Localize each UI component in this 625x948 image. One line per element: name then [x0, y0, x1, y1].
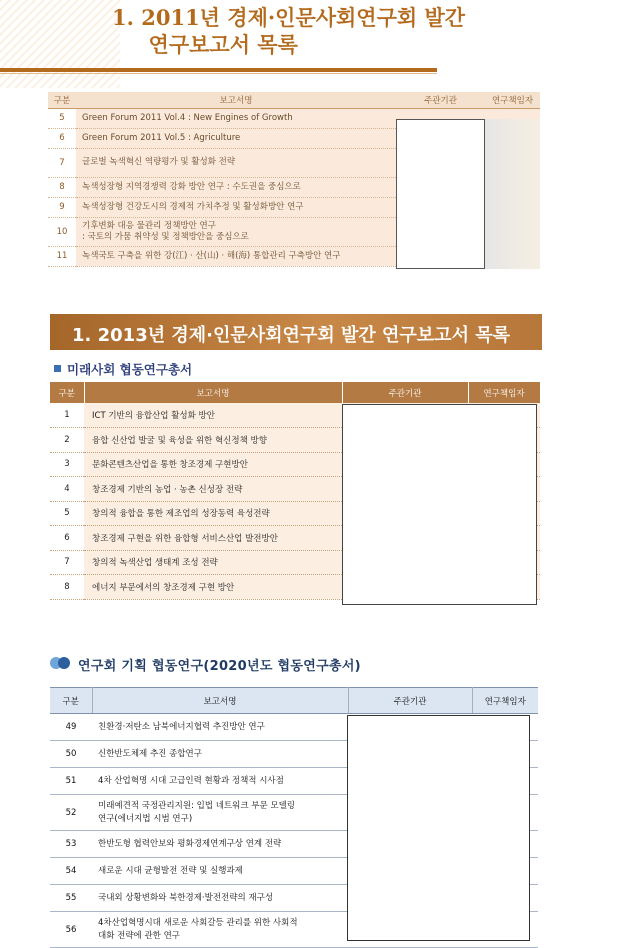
row-number: 2	[50, 428, 84, 453]
header-number: 구분	[50, 382, 84, 403]
header-institution: 주관기관	[348, 688, 472, 714]
table-header-row	[50, 382, 540, 403]
row-title: Green Forum 2011 Vol.5 : Agriculture	[76, 128, 396, 148]
row-title: 신한반도체제 추진 종합연구	[92, 741, 348, 768]
title-rule-thin	[0, 73, 437, 74]
row-title: 창의적 융합을 통한 제조업의 성장동력 육성전략	[84, 501, 342, 526]
subsection-heading	[54, 360, 192, 378]
header-report-title: 보고서명	[84, 382, 342, 403]
row-title: 친환경·저탄소 남북에너지협력 추진방안 연구	[92, 714, 348, 741]
header-number: 구분	[48, 92, 76, 108]
header-report-title: 보고서명	[76, 92, 396, 108]
row-number: 1	[50, 403, 84, 428]
section-title-2013: 1. 2013년 경제·인문사회연구회 발간 연구보고서 목록	[72, 325, 511, 346]
row-title: 4차 산업혁명 시대 고급인력 현황과 정책적 시사점	[92, 768, 348, 795]
section-banner-2013	[50, 314, 542, 350]
header-institution: 주관기관	[396, 92, 485, 108]
row-title: 새로운 시대 균형발전 전략 및 실행과제	[92, 858, 348, 885]
row-number: 53	[50, 831, 92, 858]
row-number: 5	[50, 501, 84, 526]
title-rule	[0, 68, 437, 72]
row-number: 8	[48, 177, 76, 197]
row-number: 50	[50, 741, 92, 768]
header-researcher: 연구책임자	[468, 382, 540, 403]
row-number: 4	[50, 477, 84, 502]
table-header-row	[50, 688, 538, 714]
redaction-shadow	[485, 119, 540, 269]
row-number: 54	[50, 858, 92, 885]
section-heading-2020	[50, 655, 361, 674]
row-number: 3	[50, 452, 84, 477]
section-title-2011: 1. 2011년 경제·인문사회연구회 발간 연구보고서 목록	[112, 5, 466, 57]
decorative-pattern	[0, 0, 120, 88]
row-number: 56	[50, 912, 92, 948]
redaction-box	[347, 715, 530, 941]
row-title: 창조경제 기반의 농업 · 농촌 신성장 전략	[84, 477, 342, 502]
row-title: 녹색성장형 지역경쟁력 강화 방안 연구 : 수도권을 중심으로	[76, 177, 396, 197]
row-number: 5	[48, 108, 76, 128]
row-number: 7	[50, 550, 84, 575]
section-2011	[0, 0, 625, 280]
row-number: 6	[48, 128, 76, 148]
row-title: 문화콘텐츠산업을 통한 창조경제 구현방안	[84, 452, 342, 477]
row-title: 창의적 녹색산업 생태계 조성 전략	[84, 550, 342, 575]
row-number: 9	[48, 197, 76, 217]
row-title: 기후변화 대응 물관리 정책방안 연구 : 국토의 가뭄 취약성 및 정책방안을 중심으로	[76, 217, 396, 246]
row-title: 4차산업혁명시대 새로운 사회갈등 관리를 위한 사회적 대화 전략에 관한 연구	[92, 912, 348, 948]
row-number: 8	[50, 575, 84, 600]
section-2020	[0, 645, 625, 948]
row-title: Green Forum 2011 Vol.4 : New Engines of Growth	[76, 108, 396, 128]
row-title: 창조경제 구현을 위한 융합형 서비스산업 발전방안	[84, 526, 342, 551]
row-title: 녹색국토 구축을 위한 강(江) · 산(山) · 해(海) 통합관리 구축방안 연구	[76, 246, 396, 266]
redaction-box	[342, 404, 537, 605]
header-report-title: 보고서명	[92, 688, 348, 714]
row-title: 미래예견적 국정관리지원: 입법 네트워크 부문 모델링 연구(에너지법 시범 연구)	[92, 795, 348, 831]
row-number: 6	[50, 526, 84, 551]
header-number: 구분	[50, 688, 92, 714]
row-title: 국내외 상황변화와 북한경제·발전전략의 재구성	[92, 885, 348, 912]
row-title: 글로벌 녹색혁신 역량평가 및 활성화 전략	[76, 148, 396, 177]
section-title-2020: 연구회 기획 협동연구(2020년도 협동연구총서)	[78, 659, 361, 674]
redaction-box	[396, 119, 485, 269]
row-title: 융합 신산업 발굴 및 육성을 위한 혁신정책 방향	[84, 428, 342, 453]
header-researcher: 연구책임자	[485, 92, 540, 108]
row-number: 49	[50, 714, 92, 741]
circles-bullet-icon	[50, 657, 72, 669]
section-2013	[0, 300, 625, 620]
row-number: 52	[50, 795, 92, 831]
row-title: 에너지 부문에서의 창조경제 구현 방안	[84, 575, 342, 600]
row-number: 10	[48, 217, 76, 246]
row-number: 51	[50, 768, 92, 795]
row-title: ICT 기반의 융합산업 활성화 방안	[84, 403, 342, 428]
row-number: 7	[48, 148, 76, 177]
subsection-title: 미래사회 협동연구총서	[67, 362, 193, 377]
header-institution: 주관기관	[342, 382, 468, 403]
row-title: 한반도형 협력안보와 평화경제연계구상 연계 전략	[92, 831, 348, 858]
row-number: 55	[50, 885, 92, 912]
table-header-row	[48, 92, 540, 108]
row-number: 11	[48, 246, 76, 266]
square-bullet-icon	[54, 365, 61, 372]
header-researcher: 연구책임자	[472, 688, 538, 714]
row-title: 녹색성장형 건강도시의 경제적 가치추정 및 활성화방안 연구	[76, 197, 396, 217]
